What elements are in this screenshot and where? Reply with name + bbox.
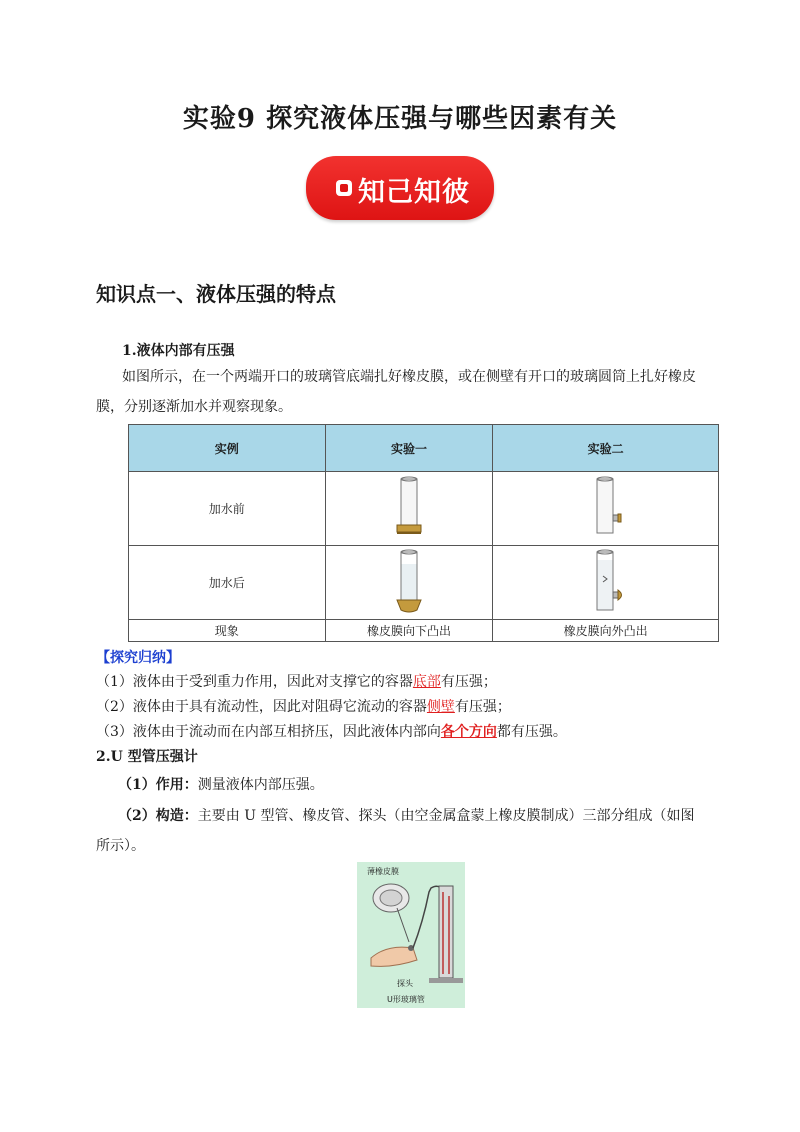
structure-text: 主要由 U 型管、橡皮管、探头（由空金属盒蒙上橡皮膜制成）三部分组成（如图	[197, 808, 695, 824]
badge-label: 知己知彼	[358, 177, 470, 208]
row-label: 加水后	[129, 546, 326, 620]
membrane-label: 薄橡皮膜	[367, 867, 399, 876]
cylinder-before-image	[493, 472, 719, 546]
point-text: （2）液体由于具有流动性，因此对阻碍它流动的容器	[96, 699, 427, 715]
tube-after-image	[325, 546, 493, 620]
page-title: 实验9 探究液体压强与哪些因素有关	[182, 104, 618, 134]
intro-line-1: 如图所示，在一个两端开口的玻璃管底端扎好橡皮膜，或在侧壁有开口的玻璃圆筒上扎好橡皮	[122, 369, 696, 385]
point-keyword: 各个方向	[440, 724, 497, 740]
use-line	[118, 775, 324, 795]
summary-tag: 【探究归纳】	[96, 650, 180, 666]
point-text: （1）液体由于受到重力作用，因此对支撑它的容器	[96, 674, 413, 690]
point-keyword: 侧壁	[426, 699, 455, 715]
experiment-table	[128, 424, 719, 642]
table-row	[129, 620, 719, 642]
utube-label: U形玻璃管	[387, 995, 425, 1004]
structure-label: （2）构造：	[118, 808, 198, 824]
section-heading: 知识点一、液体压强的特点	[96, 282, 336, 306]
point-text: （3）液体由于流动而在内部互相挤压，因此液体内部向	[96, 724, 441, 740]
subheading-2: 2.U 型管压强计	[96, 749, 198, 765]
u-tube-manometer-figure	[357, 862, 465, 1008]
use-text: 测量液体内部压强。	[197, 777, 324, 793]
use-label: （1）作用：	[118, 777, 198, 793]
phenomenon-cell: 橡皮膜向外凸出	[493, 620, 719, 642]
tube-before-image	[325, 472, 493, 546]
probe-label: 探头	[397, 979, 413, 988]
point-text: 有压强；	[454, 699, 511, 715]
intro-line-2: 膜，分别逐渐加水并观察现象。	[96, 399, 292, 415]
point-text: 都有压强。	[496, 724, 567, 740]
cylinder-after-image	[493, 546, 719, 620]
table-header: 实验一	[325, 425, 493, 472]
table-header-row	[129, 425, 719, 472]
row-label: 加水前	[129, 472, 326, 546]
section-badge	[306, 156, 494, 220]
table-row	[129, 546, 719, 620]
table-header: 实例	[129, 425, 326, 472]
phenomenon-cell: 橡皮膜向下凸出	[325, 620, 493, 642]
book-icon	[336, 180, 352, 196]
row-label: 现象	[129, 620, 326, 642]
summary-point-1	[96, 672, 497, 692]
point-keyword: 底部	[412, 674, 441, 690]
summary-point-2	[96, 697, 511, 717]
structure-line-2: 所示）。	[96, 838, 145, 854]
table-row	[129, 472, 719, 546]
summary-point-3	[96, 722, 567, 742]
point-text: 有压强；	[440, 674, 497, 690]
table-header: 实验二	[493, 425, 719, 472]
structure-line-1	[118, 806, 694, 826]
subheading-1: 1.液体内部有压强	[122, 343, 235, 359]
